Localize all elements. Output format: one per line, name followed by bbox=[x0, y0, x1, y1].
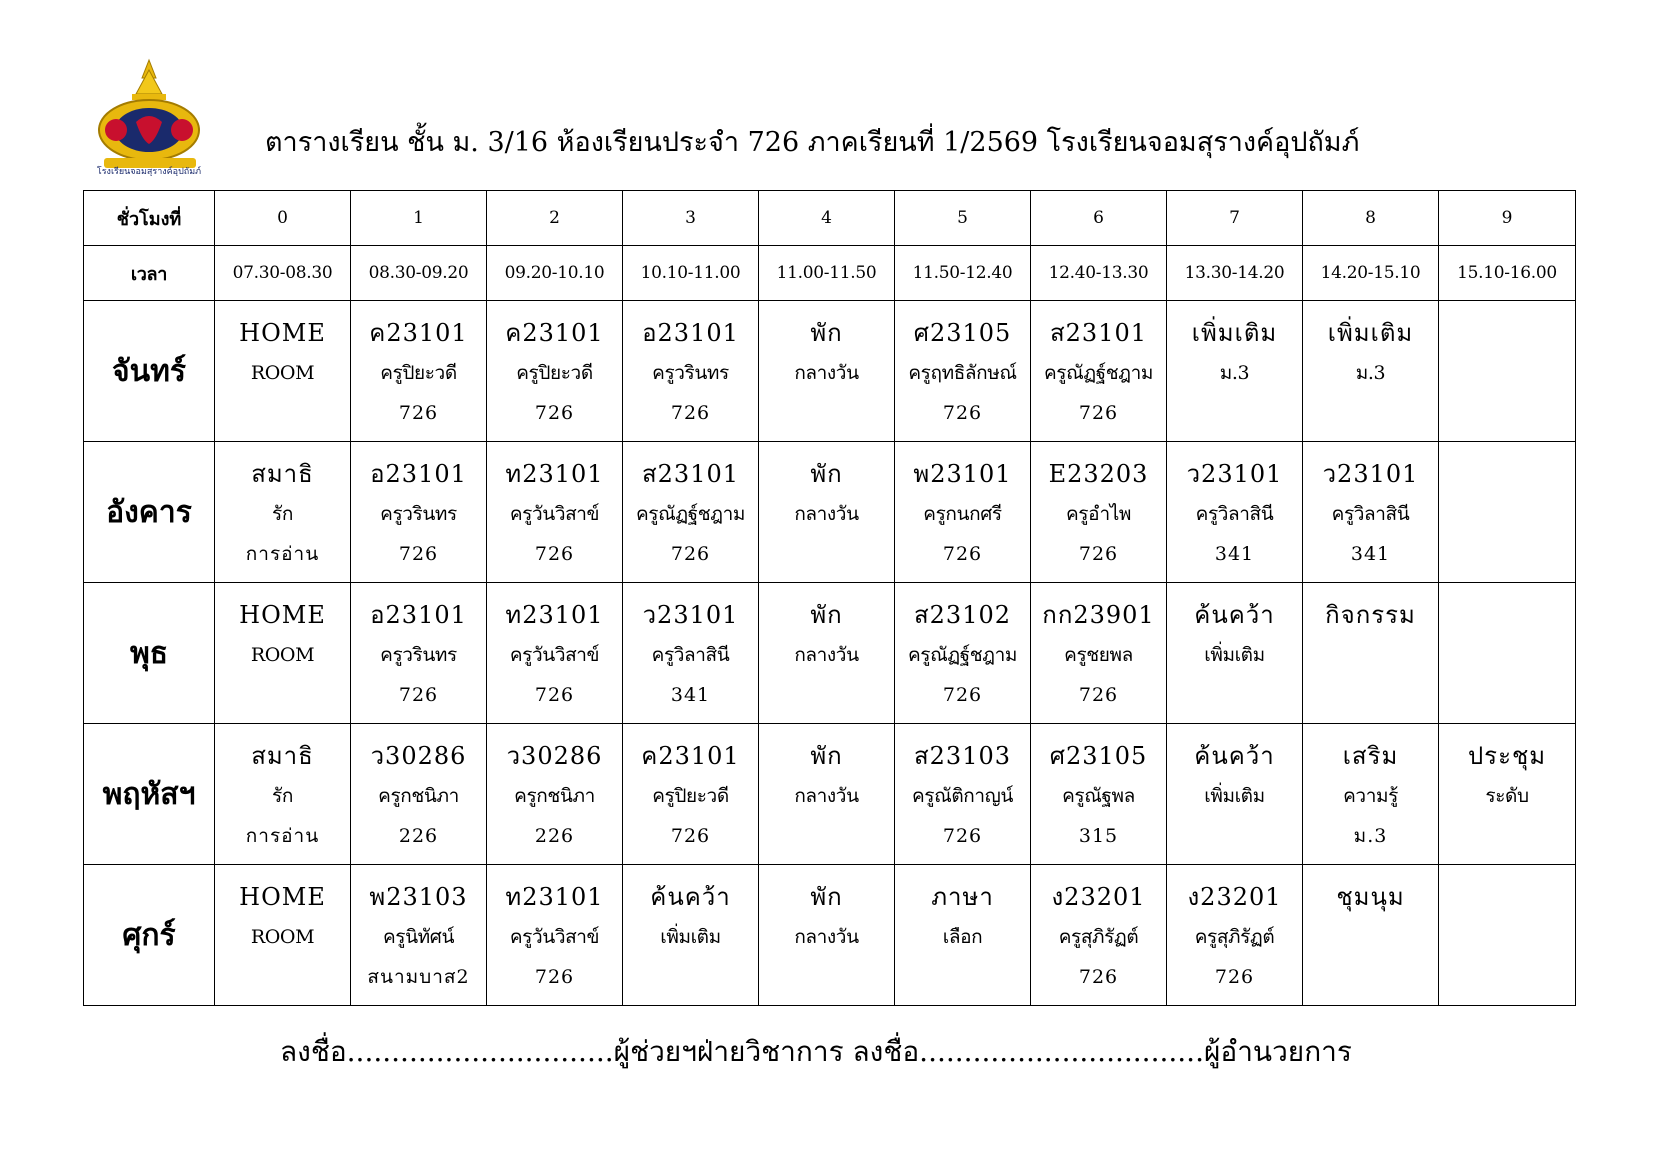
room-line: ม.3 bbox=[1353, 825, 1388, 847]
teacher-line: เพิ่มเติม bbox=[660, 926, 721, 948]
teacher-line: ROOM bbox=[250, 362, 315, 384]
teacher-line: ครูวรินทร bbox=[380, 644, 457, 666]
schedule-cell bbox=[1303, 583, 1439, 724]
room-line: 726 bbox=[398, 543, 439, 565]
schedule-cell bbox=[215, 442, 351, 583]
teacher-line: ครูณัฐพล bbox=[1062, 785, 1135, 807]
subject-line: ง23201 bbox=[1051, 883, 1146, 911]
time-slot: 15.10-16.00 bbox=[1439, 246, 1576, 301]
period-number: 4 bbox=[759, 191, 895, 246]
period-number: 9 bbox=[1439, 191, 1576, 246]
time-slot: 11.00-11.50 bbox=[759, 246, 895, 301]
subject-line: HOME bbox=[239, 319, 326, 347]
day-row bbox=[84, 724, 1576, 865]
teacher-line: ครูณัฏฐ์ชฎาม bbox=[1043, 362, 1154, 384]
teacher-line: ROOM bbox=[250, 926, 315, 948]
teacher-line: กลางวัน bbox=[794, 362, 859, 384]
period-header-row bbox=[84, 191, 1576, 246]
subject-line: ว23101 bbox=[1186, 460, 1283, 488]
teacher-line: ครูปิยะวดี bbox=[516, 362, 593, 384]
schedule-cell bbox=[1167, 865, 1303, 1006]
teacher-line: ครูวันวิสาข์ bbox=[509, 644, 600, 666]
teacher-line: กลางวัน bbox=[794, 926, 859, 948]
day-label: จันทร์ bbox=[84, 301, 215, 442]
teacher-line: ครูสุภิรัฏต์ bbox=[1194, 926, 1275, 948]
subject-line: HOME bbox=[239, 883, 326, 911]
schedule-cell bbox=[1167, 442, 1303, 583]
day-row bbox=[84, 583, 1576, 724]
day-label: พุธ bbox=[84, 583, 215, 724]
subject-line: ง23201 bbox=[1187, 883, 1282, 911]
schedule-cell bbox=[1031, 724, 1167, 865]
schedule-cell bbox=[1303, 301, 1439, 442]
subject-line: อ23101 bbox=[370, 601, 467, 629]
subject-line: ส23102 bbox=[914, 601, 1011, 629]
subject-line: พัก bbox=[810, 883, 843, 911]
room-line: การอ่าน bbox=[245, 825, 320, 847]
schedule-cell bbox=[759, 301, 895, 442]
room-line: 726 bbox=[534, 543, 575, 565]
subject-line: ส23103 bbox=[914, 742, 1011, 770]
period-number: 2 bbox=[487, 191, 623, 246]
subject-line: พัก bbox=[810, 601, 843, 629]
teacher-line: ระดับ bbox=[1485, 785, 1529, 807]
timetable bbox=[83, 190, 1576, 1006]
day-row bbox=[84, 442, 1576, 583]
teacher-line: ครูวันวิสาข์ bbox=[509, 926, 600, 948]
subject-line: ท23101 bbox=[505, 883, 604, 911]
subject-line: พัก bbox=[810, 742, 843, 770]
schedule-cell bbox=[351, 301, 487, 442]
period-number: 8 bbox=[1303, 191, 1439, 246]
subject-line: ค23101 bbox=[369, 319, 468, 347]
teacher-line: ครูณัฏฐ์ชฎาม bbox=[907, 644, 1018, 666]
period-number: 0 bbox=[215, 191, 351, 246]
schedule-cell bbox=[623, 442, 759, 583]
teacher-line: ครูวรินทร bbox=[380, 503, 457, 525]
room-line: 726 bbox=[942, 825, 983, 847]
subject-line: ว23101 bbox=[1322, 460, 1419, 488]
room-line: 226 bbox=[534, 825, 575, 847]
schedule-cell bbox=[759, 724, 895, 865]
teacher-line: ครูชยพล bbox=[1064, 644, 1133, 666]
schedule-cell bbox=[351, 865, 487, 1006]
teacher-line: ม.3 bbox=[1219, 362, 1250, 384]
subject-line: ค23101 bbox=[505, 319, 604, 347]
period-number: 7 bbox=[1167, 191, 1303, 246]
schedule-cell bbox=[895, 301, 1031, 442]
time-slot: 07.30-08.30 bbox=[215, 246, 351, 301]
schedule-cell bbox=[895, 865, 1031, 1006]
subject-line: อ23101 bbox=[370, 460, 467, 488]
day-label: อังคาร bbox=[84, 442, 215, 583]
room-line: 726 bbox=[1078, 543, 1119, 565]
schedule-cell bbox=[1167, 301, 1303, 442]
subject-line: ค้นคว้า bbox=[1194, 742, 1275, 770]
subject-line: ว23101 bbox=[642, 601, 739, 629]
schedule-cell bbox=[1031, 301, 1167, 442]
subject-line: พัก bbox=[810, 319, 843, 347]
subject-line: กก23901 bbox=[1042, 601, 1155, 629]
room-line: 341 bbox=[670, 684, 711, 706]
time-slot: 10.10-11.00 bbox=[623, 246, 759, 301]
schedule-cell bbox=[487, 301, 623, 442]
schedule-cell bbox=[1167, 583, 1303, 724]
teacher-line: เพิ่มเติม bbox=[1204, 644, 1265, 666]
teacher-line: ครูนิทัศน์ bbox=[382, 926, 455, 948]
room-line: 726 bbox=[670, 825, 711, 847]
teacher-line: รัก bbox=[272, 785, 293, 807]
teacher-line: ครูกนกศรี bbox=[923, 503, 1002, 525]
schedule-cell bbox=[759, 583, 895, 724]
time-row bbox=[84, 246, 1576, 301]
time-slot: 08.30-09.20 bbox=[351, 246, 487, 301]
schedule-cell bbox=[1031, 442, 1167, 583]
teacher-line: กลางวัน bbox=[794, 644, 859, 666]
period-number: 1 bbox=[351, 191, 487, 246]
subject-line: กิจกรรม bbox=[1325, 601, 1416, 629]
schedule-cell bbox=[759, 865, 895, 1006]
teacher-line: ครูกชนิภา bbox=[378, 785, 459, 807]
subject-line: เพิ่มเติม bbox=[1327, 319, 1414, 347]
schedule-cell bbox=[215, 301, 351, 442]
period-label: ชั่วโมงที่ bbox=[84, 191, 215, 246]
teacher-line: ROOM bbox=[250, 644, 315, 666]
subject-line: ค้นคว้า bbox=[650, 883, 731, 911]
teacher-line: ครูวรินทร bbox=[652, 362, 729, 384]
schedule-cell bbox=[895, 583, 1031, 724]
room-line: 726 bbox=[670, 402, 711, 424]
room-line: สนามบาส2 bbox=[367, 966, 470, 988]
period-number: 3 bbox=[623, 191, 759, 246]
teacher-line: รัก bbox=[272, 503, 293, 525]
period-number: 6 bbox=[1031, 191, 1167, 246]
signature-line: ลงชื่อ..............................ผู้ช่วยฯฝ่ายวิชาการ ลงชื่อ................................ผู้อำนวยการ bbox=[280, 1035, 1352, 1068]
subject-line: ศ23105 bbox=[913, 319, 1012, 347]
room-line: 341 bbox=[1214, 543, 1255, 565]
teacher-line: กลางวัน bbox=[794, 785, 859, 807]
schedule-cell bbox=[623, 301, 759, 442]
room-line: 726 bbox=[1078, 402, 1119, 424]
subject-line: ค้นคว้า bbox=[1194, 601, 1275, 629]
room-line: 726 bbox=[1214, 966, 1255, 988]
schedule-cell bbox=[623, 583, 759, 724]
room-line: 726 bbox=[942, 543, 983, 565]
day-label: ศุกร์ bbox=[84, 865, 215, 1006]
subject-line: เพิ่มเติม bbox=[1191, 319, 1278, 347]
day-label: พฤหัสฯ bbox=[84, 724, 215, 865]
subject-line: ชุมนุม bbox=[1336, 883, 1405, 911]
schedule-cell bbox=[215, 583, 351, 724]
page-title: ตารางเรียน ชั้น ม. 3/16 ห้องเรียนประจำ 726 ภาคเรียนที่ 1/2569 โรงเรียนจอมสุรางค์อุปถัมภ์ bbox=[265, 127, 1360, 158]
subject-line: พ23101 bbox=[913, 460, 1012, 488]
schedule-cell bbox=[1439, 865, 1576, 1006]
room-line: 726 bbox=[942, 684, 983, 706]
room-line: การอ่าน bbox=[245, 543, 320, 565]
schedule-cell bbox=[1303, 724, 1439, 865]
period-number: 5 bbox=[895, 191, 1031, 246]
time-slot: 14.20-15.10 bbox=[1303, 246, 1439, 301]
teacher-line: ครูวิลาสินี bbox=[1331, 503, 1410, 525]
room-line: 726 bbox=[942, 402, 983, 424]
schedule-cell bbox=[487, 583, 623, 724]
schedule-cell bbox=[895, 442, 1031, 583]
room-line: 726 bbox=[670, 543, 711, 565]
schedule-cell bbox=[351, 442, 487, 583]
schedule-cell bbox=[351, 724, 487, 865]
subject-line: เสริม bbox=[1342, 742, 1399, 770]
room-line: 726 bbox=[398, 402, 439, 424]
teacher-line: กลางวัน bbox=[794, 503, 859, 525]
teacher-line: ครูอำไพ bbox=[1065, 503, 1132, 525]
day-row bbox=[84, 865, 1576, 1006]
subject-line: ว30286 bbox=[506, 742, 603, 770]
room-line: 315 bbox=[1078, 825, 1119, 847]
room-line: 341 bbox=[1350, 543, 1391, 565]
teacher-line: เพิ่มเติม bbox=[1204, 785, 1265, 807]
time-slot: 12.40-13.30 bbox=[1031, 246, 1167, 301]
time-slot: 11.50-12.40 bbox=[895, 246, 1031, 301]
subject-line: อ23101 bbox=[642, 319, 739, 347]
teacher-line: เลือก bbox=[942, 926, 983, 948]
subject-line: สมาธิ bbox=[251, 742, 314, 770]
subject-line: ส23101 bbox=[642, 460, 739, 488]
teacher-line: ครูวิลาสินี bbox=[1195, 503, 1274, 525]
subject-line: ส23101 bbox=[1050, 319, 1147, 347]
day-row bbox=[84, 301, 1576, 442]
teacher-line: ครูฤทธิลักษณ์ bbox=[908, 362, 1017, 384]
room-line: 726 bbox=[398, 684, 439, 706]
subject-line: ประชุม bbox=[1467, 742, 1547, 770]
school-emblem-logo bbox=[86, 58, 212, 176]
logo-caption: โรงเรียนจอมสุรางค์อุปถัมภ์ bbox=[96, 167, 202, 176]
schedule-cell bbox=[895, 724, 1031, 865]
schedule-cell bbox=[487, 724, 623, 865]
schedule-cell bbox=[487, 442, 623, 583]
time-label: เวลา bbox=[84, 246, 215, 301]
room-line: 226 bbox=[398, 825, 439, 847]
room-line: 726 bbox=[534, 966, 575, 988]
subject-line: ค23101 bbox=[641, 742, 740, 770]
subject-line: พัก bbox=[810, 460, 843, 488]
schedule-cell bbox=[1031, 865, 1167, 1006]
subject-line: ว30286 bbox=[370, 742, 467, 770]
subject-line: HOME bbox=[239, 601, 326, 629]
schedule-cell bbox=[1303, 442, 1439, 583]
subject-line: สมาธิ bbox=[251, 460, 314, 488]
teacher-line: ครูปิยะวดี bbox=[380, 362, 457, 384]
teacher-line: ครูวันวิสาข์ bbox=[509, 503, 600, 525]
teacher-line: ครูณัฏฐ์ชฎาม bbox=[635, 503, 746, 525]
schedule-cell bbox=[1439, 442, 1576, 583]
schedule-cell bbox=[215, 865, 351, 1006]
schedule-cell bbox=[1167, 724, 1303, 865]
teacher-line: ครูสุภิรัฏต์ bbox=[1058, 926, 1139, 948]
room-line: 726 bbox=[1078, 966, 1119, 988]
teacher-line: ครูวิลาสินี bbox=[651, 644, 730, 666]
subject-line: E23203 bbox=[1048, 460, 1149, 488]
teacher-line: ครูปิยะวดี bbox=[652, 785, 729, 807]
subject-line: ท23101 bbox=[505, 601, 604, 629]
schedule-cell bbox=[351, 583, 487, 724]
schedule-cell bbox=[487, 865, 623, 1006]
subject-line: ท23101 bbox=[505, 460, 604, 488]
room-line: 726 bbox=[534, 684, 575, 706]
schedule-cell bbox=[1439, 583, 1576, 724]
schedule-cell bbox=[1303, 865, 1439, 1006]
schedule-cell bbox=[759, 442, 895, 583]
time-slot: 13.30-14.20 bbox=[1167, 246, 1303, 301]
room-line: 726 bbox=[1078, 684, 1119, 706]
schedule-cell bbox=[1439, 724, 1576, 865]
schedule-cell bbox=[623, 865, 759, 1006]
schedule-cell bbox=[623, 724, 759, 865]
teacher-line: ความรู้ bbox=[1343, 785, 1398, 807]
schedule-cell bbox=[215, 724, 351, 865]
subject-line: พ23103 bbox=[369, 883, 468, 911]
subject-line: ภาษา bbox=[931, 883, 994, 911]
time-slot: 09.20-10.10 bbox=[487, 246, 623, 301]
schedule-cell bbox=[1439, 301, 1576, 442]
teacher-line: ครูกชนิภา bbox=[514, 785, 595, 807]
teacher-line: ครูณัติกาญน์ bbox=[911, 785, 1014, 807]
schedule-cell bbox=[1031, 583, 1167, 724]
subject-line: ศ23105 bbox=[1049, 742, 1148, 770]
teacher-line: ม.3 bbox=[1355, 362, 1386, 384]
room-line: 726 bbox=[534, 402, 575, 424]
